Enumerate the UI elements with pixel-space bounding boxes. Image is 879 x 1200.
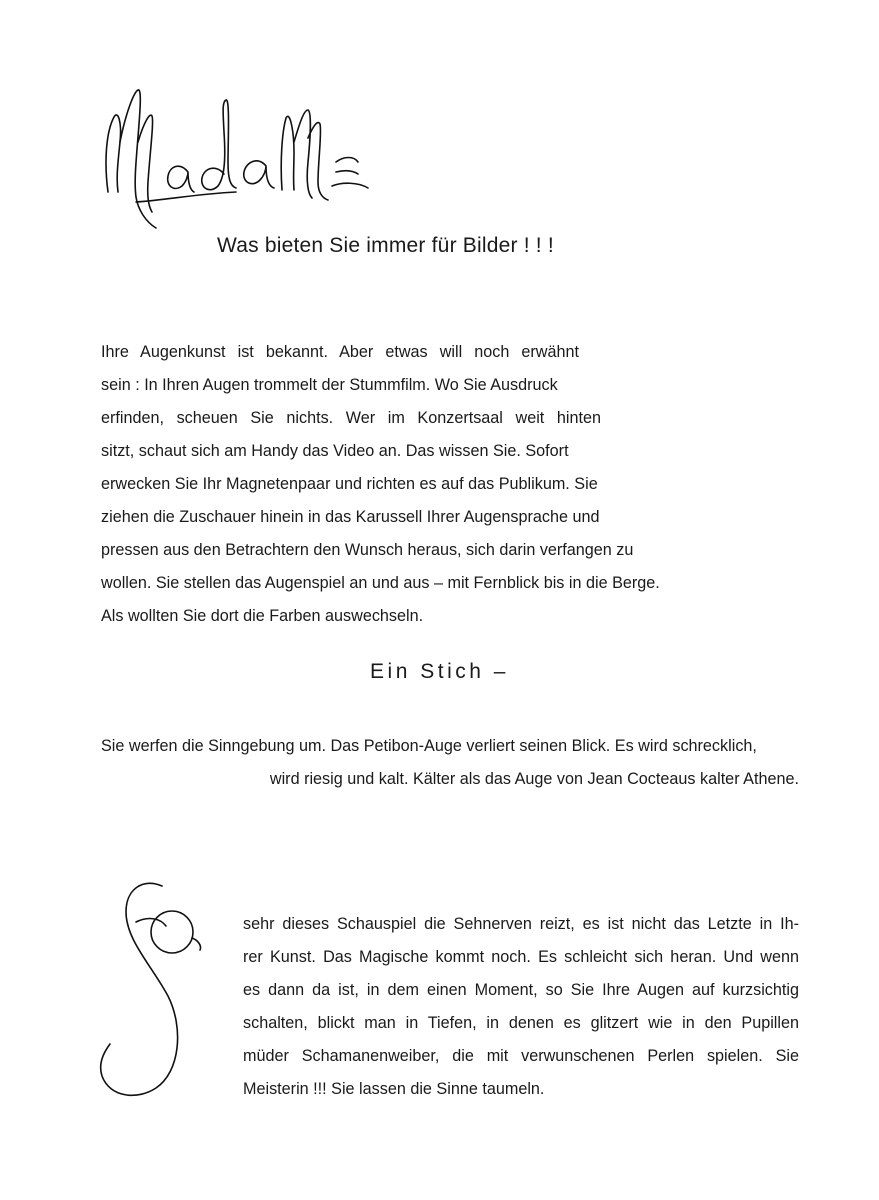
paragraph-line: wollen. Sie stellen das Augenspiel an und aus – mit Fernblick bis in die Berge.	[101, 574, 660, 592]
paragraph-line: Sie werfen die Sinngebung um. Das Petibon-Auge verliert seinen Blick. Es wird schrecklich,	[101, 737, 757, 755]
paragraph-line: sehr dieses Schauspiel die Sehnerven reizt, es ist nicht das Letzte in Ih-	[243, 915, 799, 933]
paragraph-2	[101, 730, 799, 796]
paragraph-line: sitzt, schaut sich am Handy das Video an. Das wissen Sie. Sofort	[101, 442, 569, 460]
paragraph-line: pressen aus den Betrachtern den Wunsch heraus, sich darin verfangen zu	[101, 541, 634, 559]
subtitle: Was bieten Sie immer für Bilder ! ! !	[217, 234, 554, 257]
paragraph-line: schalten, blickt man in Tiefen, in denen es glitzert wie in den Pupillen	[243, 1014, 799, 1032]
paragraph-line: wird riesig und kalt. Kälter als das Auge von Jean Cocteaus kalter Athene.	[269, 770, 799, 788]
paragraph-line: müder Schamanenweiber, die mit verwunschenen Perlen spielen. Sie	[243, 1047, 799, 1065]
madame-signature	[96, 82, 376, 232]
drop-cap-s	[96, 876, 216, 1102]
paragraph-line: Meisterin !!! Sie lassen die Sinne taumeln.	[243, 1080, 545, 1098]
paragraph-line: Als wollten Sie dort die Farben auswechseln.	[101, 607, 424, 625]
paragraph-3	[243, 908, 799, 1106]
paragraph-line: erfinden, scheuen Sie nichts. Wer im Konzertsaal weit hinten	[101, 409, 601, 427]
paragraph-line: rer Kunst. Das Magische kommt noch. Es schleicht sich heran. Und wenn	[243, 948, 799, 966]
paragraph-1	[101, 336, 701, 633]
section-heading: Ein Stich –	[370, 660, 509, 683]
paragraph-line: erwecken Sie Ihr Magnetenpaar und richten es auf das Publikum. Sie	[101, 475, 598, 493]
paragraph-line: Ihre Augenkunst ist bekannt. Aber etwas will noch erwähnt	[101, 343, 579, 361]
paragraph-line: ziehen die Zuschauer hinein in das Karussell Ihrer Augensprache und	[101, 508, 600, 526]
paragraph-line: sein : In Ihren Augen trommelt der Stummfilm. Wo Sie Ausdruck	[101, 376, 558, 394]
paragraph-line: es dann da ist, in dem einen Moment, so Sie Ihre Augen auf kurzsichtig	[243, 981, 799, 999]
